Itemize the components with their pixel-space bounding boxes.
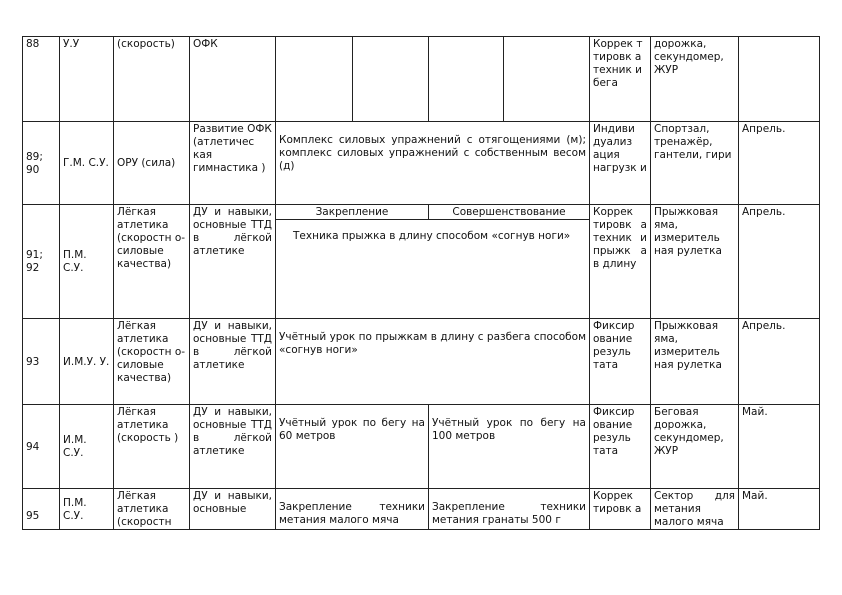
lesson-date: Май. [739,405,820,489]
lesson-participants: П.М. С.У. [60,205,114,319]
lesson-participants: Г.М. С.У. [60,122,114,205]
lesson-participants: П.М. С.У. [60,489,114,530]
lesson-number: 89; 90 [23,122,60,205]
lesson-date: Апрель. [739,319,820,405]
lesson-date: Апрель. [739,122,820,205]
empty-cell [504,37,590,122]
lesson-date [739,37,820,122]
lesson-type: Развитие ОФК (атлетичес кая гимнастика ) [190,122,276,205]
lesson-date: Апрель. [739,205,820,319]
lesson-type: ДУ и навыки, основные ТТД в лёгкой атлетике [190,205,276,319]
lesson-equipment: Прыжковая яма, измеритель ная рулетка [651,205,739,319]
lesson-number: 94 [23,405,60,489]
empty-cell [429,37,504,122]
lesson-content-right: Закрепление техники метания гранаты 500 г [429,489,590,530]
lesson-result: Индиви дуализ ация нагрузк и [590,122,651,205]
lesson-theme: (скорость) [114,37,190,122]
lesson-equipment: Беговая дорожка, секундомер, ЖУР [651,405,739,489]
table-row [23,122,820,205]
lesson-theme: ОРУ (сила) [114,122,190,205]
lesson-result: Коррек тировк а техник и прыжк а в длину [590,205,651,319]
lesson-type: ДУ и навыки, основные [190,489,276,530]
table-row [23,319,820,405]
lesson-theme: Лёгкая атлетика (скоростн о-силовые качества) [114,319,190,405]
lesson-result: Коррек тировк а [590,489,651,530]
table-row [23,205,820,220]
table-row [23,489,820,530]
subheader-improvement: Совершенствование [429,205,590,220]
lesson-content-left: Закрепление техники метания малого мяча [276,489,429,530]
lesson-type: ДУ и навыки, основные ТТД в лёгкой атлетике [190,319,276,405]
lesson-equipment: Прыжковая яма, измеритель ная рулетка [651,319,739,405]
empty-cell [353,37,429,122]
lesson-type: ОФК [190,37,276,122]
lesson-result: Фиксир ование резуль тата [590,319,651,405]
lesson-number: 88 [23,37,60,122]
subheader-consolidation: Закрепление [276,205,429,220]
lesson-participants: И.М. С.У. [60,405,114,489]
table-row [23,37,820,122]
lesson-result: Коррек т тировк а техник и бега [590,37,651,122]
lesson-theme: Лёгкая атлетика (скоростн [114,489,190,530]
lesson-result: Фиксир ование резуль тата [590,405,651,489]
lesson-plan-table [22,36,820,530]
lesson-content: Учётный урок по прыжкам в длину с разбега способом «согнув ноги» [276,319,590,405]
lesson-participants: И.М.У. У. [60,319,114,405]
table-row [23,405,820,489]
lesson-date: Май. [739,489,820,530]
lesson-content: Техника прыжка в длину способом «согнув ноги» [276,220,590,319]
empty-cell [276,37,353,122]
lesson-number: 93 [23,319,60,405]
lesson-equipment: дорожка, секундомер, ЖУР [651,37,739,122]
lesson-type: ДУ и навыки, основные ТТД в лёгкой атлетике [190,405,276,489]
lesson-number: 91; 92 [23,205,60,319]
lesson-content-left: Учётный урок по бегу на 60 метров [276,405,429,489]
lesson-equipment: Спортзал, тренажёр, гантели, гири [651,122,739,205]
lesson-content-right: Учётный урок по бегу на 100 метров [429,405,590,489]
lesson-equipment: Сектор для метания малого мяча [651,489,739,530]
lesson-number: 95 [23,489,60,530]
lesson-participants: У.У [60,37,114,122]
lesson-content: Комплекс силовых упражнений с отягощениями (м); комплекс силовых упражнений с собственным весом (д) [276,122,590,205]
lesson-theme: Лёгкая атлетика (скоростн о-силовые качества) [114,205,190,319]
lesson-theme: Лёгкая атлетика (скорость ) [114,405,190,489]
